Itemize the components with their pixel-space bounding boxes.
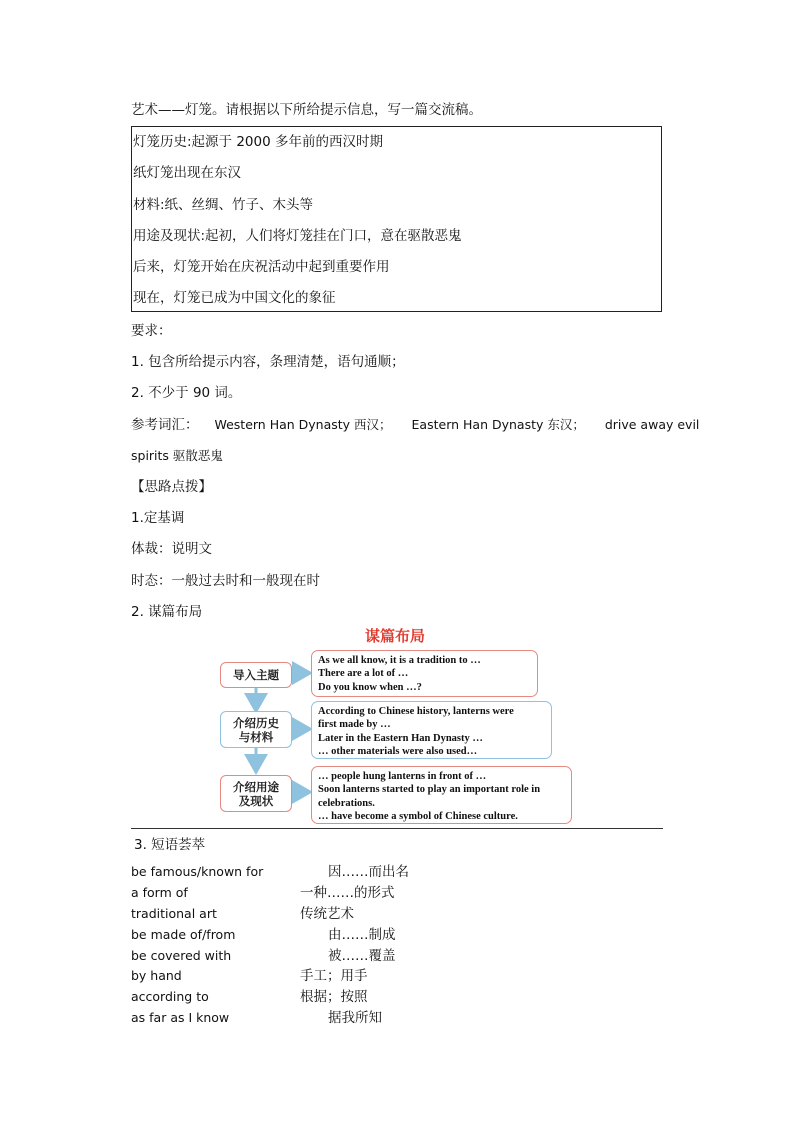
phrase-en: according to bbox=[131, 989, 209, 1004]
box-line: According to Chinese history, lanterns were bbox=[318, 706, 514, 717]
prompt-line: 材料:纸、丝绸、竹子、木头等 bbox=[133, 197, 314, 213]
diagram-title: 谋篇布局 bbox=[364, 627, 425, 645]
diagram-box-history bbox=[311, 701, 552, 759]
prompt-line: 现在，灯笼已成为中国文化的象征 bbox=[133, 290, 336, 306]
node-label: 及现状 bbox=[238, 793, 274, 808]
guide-tense: 时态：一般过去时和一般现在时 bbox=[131, 573, 320, 589]
vocab-item: spirits 驱散恶鬼 bbox=[131, 448, 223, 463]
box-line: first made by … bbox=[318, 719, 391, 731]
box-line: … people hung lanterns in front of … bbox=[318, 771, 487, 782]
phrase-en: be made of/from bbox=[131, 927, 236, 942]
phrase-en: be famous/known for bbox=[131, 864, 264, 879]
phrase-zh: 一种……的形式 bbox=[300, 885, 395, 901]
node-label: 介绍历史 bbox=[233, 715, 279, 730]
phrase-zh: 因……而出名 bbox=[328, 864, 409, 880]
box-line: As we all know, it is a tradition to … bbox=[318, 655, 481, 666]
box-line: … have become a symbol of Chinese culture. bbox=[318, 811, 518, 823]
box-line: There are a lot of … bbox=[318, 668, 409, 680]
phrase-zh: 手工；用手 bbox=[300, 968, 368, 984]
requirement-item: 1. 包含所给提示内容，条理清楚，语句通顺； bbox=[131, 354, 405, 370]
box-line: celebrations. bbox=[318, 797, 375, 809]
phrases-heading: 3. 短语荟萃 bbox=[134, 837, 206, 853]
prompt-line: 后来，灯笼开始在庆祝活动中起到重要作用 bbox=[133, 259, 390, 275]
requirement-item: 2. 不少于 90 词。 bbox=[131, 385, 242, 401]
requirements-heading: 要求： bbox=[131, 323, 172, 339]
vocab-item: Eastern Han Dynasty 东汉； bbox=[411, 417, 585, 432]
phrase-zh: 根据；按照 bbox=[300, 989, 368, 1005]
guide-step: 1.定基调 bbox=[131, 510, 185, 526]
guide-step: 2. 谋篇布局 bbox=[131, 604, 203, 620]
phrase-en: as far as I know bbox=[131, 1010, 230, 1025]
diagram-box-usage bbox=[311, 766, 572, 824]
vocab-item: Western Han Dynasty 西汉； bbox=[214, 417, 392, 432]
intro-text: 艺术——灯笼。请根据以下所给提示信息，写一篇交流稿。 bbox=[131, 102, 482, 118]
guide-heading: 【思路点拨】 bbox=[131, 479, 212, 495]
phrase-en: be covered with bbox=[131, 948, 232, 963]
guide-genre: 体裁：说明文 bbox=[131, 541, 212, 557]
prompt-line: 灯笼历史:起源于 2000 多年前的西汉时期 bbox=[133, 134, 383, 150]
diagram-box-intro bbox=[311, 650, 538, 697]
node-label: 介绍用途 bbox=[233, 779, 279, 794]
phrase-zh: 传统艺术 bbox=[300, 906, 354, 922]
phrase-en: traditional art bbox=[131, 906, 217, 921]
box-line: Do you know when …? bbox=[318, 681, 422, 693]
phrase-zh: 由……制成 bbox=[328, 927, 396, 943]
section-divider bbox=[131, 828, 663, 829]
phrase-zh: 据我所知 bbox=[328, 1010, 382, 1026]
vocab-label: 参考词汇： bbox=[131, 417, 199, 433]
node-label: 导入主题 bbox=[233, 668, 279, 682]
diagram-node-history bbox=[220, 711, 292, 748]
prompt-line: 纸灯笼出现在东汉 bbox=[133, 165, 241, 181]
phrase-zh: 被……覆盖 bbox=[328, 948, 396, 964]
diagram-node-usage bbox=[220, 775, 292, 812]
box-line: … other materials were also used… bbox=[318, 746, 478, 758]
phrase-en: a form of bbox=[131, 885, 188, 900]
box-line: Later in the Eastern Han Dynasty … bbox=[318, 732, 483, 744]
vocab-item: drive away evil bbox=[604, 417, 700, 432]
diagram-node-intro bbox=[220, 662, 292, 688]
box-line: Soon lanterns started to play an important role in bbox=[318, 784, 541, 796]
node-label: 与材料 bbox=[238, 729, 274, 744]
phrase-en: by hand bbox=[131, 968, 182, 983]
prompt-line: 用途及现状:起初，人们将灯笼挂在门口，意在驱散恶鬼 bbox=[133, 228, 462, 244]
